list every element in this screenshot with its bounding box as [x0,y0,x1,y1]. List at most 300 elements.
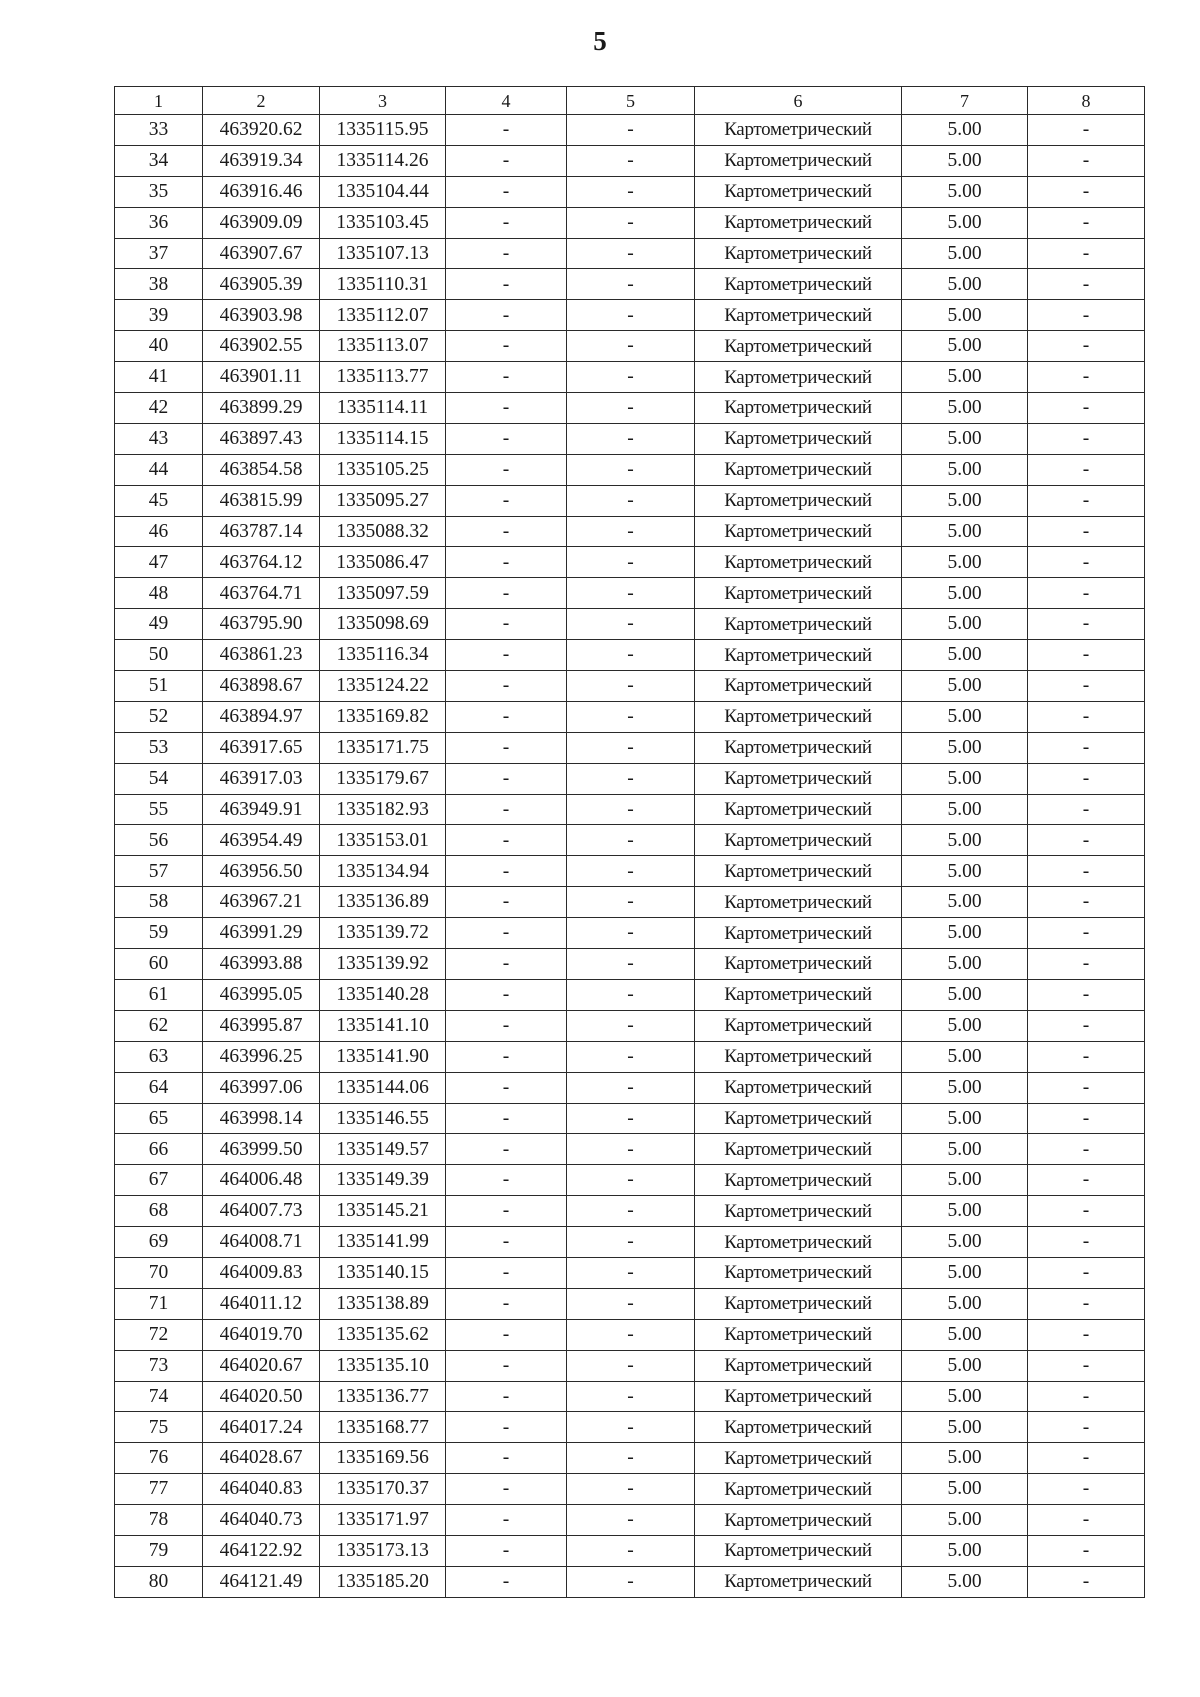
accuracy-cell: 5.00 [902,362,1028,393]
col4-cell: - [446,1165,567,1196]
col4-cell: - [446,207,567,238]
accuracy-cell: 5.00 [902,701,1028,732]
x-coordinate-cell: 463897.43 [203,423,320,454]
point-number-cell: 77 [115,1474,203,1505]
col8-cell: - [1028,1165,1145,1196]
x-coordinate-cell: 463998.14 [203,1103,320,1134]
col8-cell: - [1028,979,1145,1010]
point-number-cell: 38 [115,269,203,300]
y-coordinate-cell: 1335136.77 [320,1381,446,1412]
col4-cell: - [446,671,567,702]
coordinates-table [114,86,1145,1598]
method-cell: Картометрический [695,176,902,207]
accuracy-cell: 5.00 [902,609,1028,640]
table-row [115,609,1145,640]
y-coordinate-cell: 1335179.67 [320,763,446,794]
accuracy-cell: 5.00 [902,1412,1028,1443]
table-row [115,1319,1145,1350]
x-coordinate-cell: 464040.83 [203,1474,320,1505]
y-coordinate-cell: 1335115.95 [320,115,446,146]
point-number-cell: 69 [115,1227,203,1258]
col4-cell: - [446,1041,567,1072]
col8-cell: - [1028,1010,1145,1041]
point-number-cell: 72 [115,1319,203,1350]
col4-cell: - [446,732,567,763]
method-cell: Картометрический [695,1381,902,1412]
col4-cell: - [446,269,567,300]
method-cell: Картометрический [695,1566,902,1597]
x-coordinate-cell: 463956.50 [203,856,320,887]
table-row [115,794,1145,825]
accuracy-cell: 5.00 [902,1103,1028,1134]
accuracy-cell: 5.00 [902,1041,1028,1072]
y-coordinate-cell: 1335149.39 [320,1165,446,1196]
col5-cell: - [567,300,695,331]
x-coordinate-cell: 463995.05 [203,979,320,1010]
col5-cell: - [567,1319,695,1350]
accuracy-cell: 5.00 [902,979,1028,1010]
col4-cell: - [446,1566,567,1597]
point-number-cell: 58 [115,887,203,918]
method-cell: Картометрический [695,207,902,238]
col8-cell: - [1028,671,1145,702]
col5-cell: - [567,362,695,393]
table-row [115,362,1145,393]
point-number-cell: 50 [115,640,203,671]
header-cell: 2 [203,87,320,115]
y-coordinate-cell: 1335105.25 [320,454,446,485]
table-row [115,238,1145,269]
x-coordinate-cell: 464006.48 [203,1165,320,1196]
col8-cell: - [1028,176,1145,207]
col8-cell: - [1028,794,1145,825]
y-coordinate-cell: 1335170.37 [320,1474,446,1505]
method-cell: Картометрический [695,516,902,547]
col4-cell: - [446,918,567,949]
y-coordinate-cell: 1335098.69 [320,609,446,640]
col4-cell: - [446,1196,567,1227]
header-cell: 3 [320,87,446,115]
accuracy-cell: 5.00 [902,269,1028,300]
accuracy-cell: 5.00 [902,1134,1028,1165]
col8-cell: - [1028,763,1145,794]
y-coordinate-cell: 1335097.59 [320,578,446,609]
table-header-row [115,87,1145,115]
accuracy-cell: 5.00 [902,856,1028,887]
x-coordinate-cell: 463995.87 [203,1010,320,1041]
col8-cell: - [1028,423,1145,454]
col4-cell: - [446,1474,567,1505]
col8-cell: - [1028,1474,1145,1505]
point-number-cell: 78 [115,1505,203,1536]
y-coordinate-cell: 1335088.32 [320,516,446,547]
col8-cell: - [1028,1412,1145,1443]
method-cell: Картометрический [695,949,902,980]
y-coordinate-cell: 1335114.15 [320,423,446,454]
point-number-cell: 36 [115,207,203,238]
header-cell: 1 [115,87,203,115]
method-cell: Картометрический [695,115,902,146]
accuracy-cell: 5.00 [902,1381,1028,1412]
y-coordinate-cell: 1335113.07 [320,331,446,362]
y-coordinate-cell: 1335149.57 [320,1134,446,1165]
point-number-cell: 55 [115,794,203,825]
table-row [115,701,1145,732]
x-coordinate-cell: 463949.91 [203,794,320,825]
table-row [115,1381,1145,1412]
x-coordinate-cell: 463917.65 [203,732,320,763]
accuracy-cell: 5.00 [902,1505,1028,1536]
col8-cell: - [1028,1381,1145,1412]
col4-cell: - [446,1412,567,1443]
point-number-cell: 79 [115,1535,203,1566]
col5-cell: - [567,1196,695,1227]
col8-cell: - [1028,1319,1145,1350]
x-coordinate-cell: 463903.98 [203,300,320,331]
y-coordinate-cell: 1335139.92 [320,949,446,980]
method-cell: Картометрический [695,1319,902,1350]
point-number-cell: 70 [115,1257,203,1288]
point-number-cell: 74 [115,1381,203,1412]
table-row [115,269,1145,300]
col8-cell: - [1028,485,1145,516]
col5-cell: - [567,1134,695,1165]
y-coordinate-cell: 1335138.89 [320,1288,446,1319]
table-row [115,1227,1145,1258]
accuracy-cell: 5.00 [902,145,1028,176]
y-coordinate-cell: 1335140.28 [320,979,446,1010]
x-coordinate-cell: 464007.73 [203,1196,320,1227]
col4-cell: - [446,331,567,362]
y-coordinate-cell: 1335173.13 [320,1535,446,1566]
method-cell: Картометрический [695,1412,902,1443]
accuracy-cell: 5.00 [902,516,1028,547]
point-number-cell: 37 [115,238,203,269]
table-row [115,1412,1145,1443]
method-cell: Картометрический [695,640,902,671]
col8-cell: - [1028,1227,1145,1258]
col8-cell: - [1028,547,1145,578]
method-cell: Картометрический [695,362,902,393]
col8-cell: - [1028,1072,1145,1103]
point-number-cell: 45 [115,485,203,516]
x-coordinate-cell: 463861.23 [203,640,320,671]
method-cell: Картометрический [695,1103,902,1134]
point-number-cell: 67 [115,1165,203,1196]
x-coordinate-cell: 463764.12 [203,547,320,578]
accuracy-cell: 5.00 [902,1165,1028,1196]
col4-cell: - [446,578,567,609]
point-number-cell: 75 [115,1412,203,1443]
point-number-cell: 64 [115,1072,203,1103]
col5-cell: - [567,1381,695,1412]
col8-cell: - [1028,609,1145,640]
point-number-cell: 34 [115,145,203,176]
method-cell: Картометрический [695,918,902,949]
accuracy-cell: 5.00 [902,794,1028,825]
col4-cell: - [446,1319,567,1350]
col8-cell: - [1028,1566,1145,1597]
accuracy-cell: 5.00 [902,1196,1028,1227]
col5-cell: - [567,454,695,485]
method-cell: Картометрический [695,609,902,640]
method-cell: Картометрический [695,1505,902,1536]
col4-cell: - [446,763,567,794]
col8-cell: - [1028,918,1145,949]
table-row [115,1134,1145,1165]
method-cell: Картометрический [695,671,902,702]
col4-cell: - [446,1010,567,1041]
accuracy-cell: 5.00 [902,1288,1028,1319]
table-row [115,1165,1145,1196]
col4-cell: - [446,516,567,547]
method-cell: Картометрический [695,331,902,362]
col8-cell: - [1028,1041,1145,1072]
col5-cell: - [567,701,695,732]
method-cell: Картометрический [695,1350,902,1381]
y-coordinate-cell: 1335110.31 [320,269,446,300]
col8-cell: - [1028,238,1145,269]
header-cell: 6 [695,87,902,115]
x-coordinate-cell: 463993.88 [203,949,320,980]
col8-cell: - [1028,1443,1145,1474]
accuracy-cell: 5.00 [902,671,1028,702]
y-coordinate-cell: 1335114.26 [320,145,446,176]
y-coordinate-cell: 1335141.90 [320,1041,446,1072]
header-cell: 7 [902,87,1028,115]
y-coordinate-cell: 1335171.97 [320,1505,446,1536]
method-cell: Картометрический [695,763,902,794]
table-row [115,1505,1145,1536]
accuracy-cell: 5.00 [902,1227,1028,1258]
y-coordinate-cell: 1335169.56 [320,1443,446,1474]
point-number-cell: 48 [115,578,203,609]
col5-cell: - [567,979,695,1010]
method-cell: Картометрический [695,1535,902,1566]
col5-cell: - [567,949,695,980]
method-cell: Картометрический [695,887,902,918]
y-coordinate-cell: 1335171.75 [320,732,446,763]
accuracy-cell: 5.00 [902,763,1028,794]
table-row [115,331,1145,362]
method-cell: Картометрический [695,825,902,856]
col5-cell: - [567,825,695,856]
col4-cell: - [446,609,567,640]
col5-cell: - [567,176,695,207]
table-row [115,1474,1145,1505]
accuracy-cell: 5.00 [902,547,1028,578]
col8-cell: - [1028,1257,1145,1288]
y-coordinate-cell: 1335169.82 [320,701,446,732]
table-row [115,732,1145,763]
accuracy-cell: 5.00 [902,578,1028,609]
point-number-cell: 47 [115,547,203,578]
table-row [115,1010,1145,1041]
accuracy-cell: 5.00 [902,732,1028,763]
col4-cell: - [446,145,567,176]
col4-cell: - [446,176,567,207]
accuracy-cell: 5.00 [902,949,1028,980]
col8-cell: - [1028,732,1145,763]
accuracy-cell: 5.00 [902,825,1028,856]
x-coordinate-cell: 463854.58 [203,454,320,485]
point-number-cell: 44 [115,454,203,485]
table-row [115,516,1145,547]
x-coordinate-cell: 463905.39 [203,269,320,300]
col4-cell: - [446,300,567,331]
y-coordinate-cell: 1335153.01 [320,825,446,856]
col5-cell: - [567,1257,695,1288]
x-coordinate-cell: 463899.29 [203,393,320,424]
accuracy-cell: 5.00 [902,1010,1028,1041]
y-coordinate-cell: 1335182.93 [320,794,446,825]
x-coordinate-cell: 463916.46 [203,176,320,207]
col4-cell: - [446,1288,567,1319]
accuracy-cell: 5.00 [902,238,1028,269]
point-number-cell: 80 [115,1566,203,1597]
col5-cell: - [567,207,695,238]
col4-cell: - [446,887,567,918]
table-row [115,640,1145,671]
point-number-cell: 43 [115,423,203,454]
col4-cell: - [446,547,567,578]
x-coordinate-cell: 463909.09 [203,207,320,238]
table-row [115,763,1145,794]
col8-cell: - [1028,207,1145,238]
y-coordinate-cell: 1335139.72 [320,918,446,949]
x-coordinate-cell: 464121.49 [203,1566,320,1597]
col4-cell: - [446,979,567,1010]
point-number-cell: 60 [115,949,203,980]
x-coordinate-cell: 464122.92 [203,1535,320,1566]
accuracy-cell: 5.00 [902,423,1028,454]
method-cell: Картометрический [695,547,902,578]
col8-cell: - [1028,516,1145,547]
col8-cell: - [1028,300,1145,331]
col5-cell: - [567,1412,695,1443]
col5-cell: - [567,1103,695,1134]
header-cell: 4 [446,87,567,115]
method-cell: Картометрический [695,732,902,763]
point-number-cell: 73 [115,1350,203,1381]
accuracy-cell: 5.00 [902,640,1028,671]
method-cell: Картометрический [695,979,902,1010]
x-coordinate-cell: 464040.73 [203,1505,320,1536]
col5-cell: - [567,1010,695,1041]
point-number-cell: 46 [115,516,203,547]
table-row [115,1257,1145,1288]
y-coordinate-cell: 1335112.07 [320,300,446,331]
col8-cell: - [1028,1196,1145,1227]
accuracy-cell: 5.00 [902,176,1028,207]
table-row [115,1196,1145,1227]
accuracy-cell: 5.00 [902,485,1028,516]
x-coordinate-cell: 463919.34 [203,145,320,176]
accuracy-cell: 5.00 [902,1443,1028,1474]
col4-cell: - [446,701,567,732]
table-row [115,485,1145,516]
col5-cell: - [567,145,695,176]
table-row [115,1288,1145,1319]
x-coordinate-cell: 463764.71 [203,578,320,609]
col4-cell: - [446,1350,567,1381]
col8-cell: - [1028,331,1145,362]
point-number-cell: 52 [115,701,203,732]
accuracy-cell: 5.00 [902,1319,1028,1350]
y-coordinate-cell: 1335140.15 [320,1257,446,1288]
col5-cell: - [567,1566,695,1597]
point-number-cell: 42 [115,393,203,424]
y-coordinate-cell: 1335136.89 [320,887,446,918]
accuracy-cell: 5.00 [902,300,1028,331]
x-coordinate-cell: 463815.99 [203,485,320,516]
point-number-cell: 35 [115,176,203,207]
table-row [115,1072,1145,1103]
col4-cell: - [446,393,567,424]
col5-cell: - [567,269,695,300]
point-number-cell: 68 [115,1196,203,1227]
col8-cell: - [1028,115,1145,146]
col4-cell: - [446,949,567,980]
accuracy-cell: 5.00 [902,393,1028,424]
accuracy-cell: 5.00 [902,454,1028,485]
col8-cell: - [1028,269,1145,300]
point-number-cell: 63 [115,1041,203,1072]
x-coordinate-cell: 463967.21 [203,887,320,918]
x-coordinate-cell: 463898.67 [203,671,320,702]
col4-cell: - [446,1134,567,1165]
table-row [115,145,1145,176]
y-coordinate-cell: 1335104.44 [320,176,446,207]
col4-cell: - [446,1505,567,1536]
col5-cell: - [567,794,695,825]
y-coordinate-cell: 1335114.11 [320,393,446,424]
method-cell: Картометрический [695,1257,902,1288]
y-coordinate-cell: 1335135.62 [320,1319,446,1350]
point-number-cell: 41 [115,362,203,393]
page-number: 5 [593,26,607,56]
table-row [115,1041,1145,1072]
header-cell: 8 [1028,87,1145,115]
method-cell: Картометрический [695,1227,902,1258]
col4-cell: - [446,1381,567,1412]
point-number-cell: 59 [115,918,203,949]
col8-cell: - [1028,701,1145,732]
col5-cell: - [567,856,695,887]
col4-cell: - [446,1443,567,1474]
col8-cell: - [1028,825,1145,856]
method-cell: Картометрический [695,1134,902,1165]
x-coordinate-cell: 463991.29 [203,918,320,949]
col5-cell: - [567,1165,695,1196]
method-cell: Картометрический [695,794,902,825]
y-coordinate-cell: 1335168.77 [320,1412,446,1443]
col4-cell: - [446,115,567,146]
method-cell: Картометрический [695,1010,902,1041]
table-row [115,979,1145,1010]
col5-cell: - [567,1474,695,1505]
y-coordinate-cell: 1335086.47 [320,547,446,578]
table-row [115,115,1145,146]
accuracy-cell: 5.00 [902,1535,1028,1566]
col8-cell: - [1028,1134,1145,1165]
col4-cell: - [446,362,567,393]
point-number-cell: 57 [115,856,203,887]
method-cell: Картометрический [695,578,902,609]
y-coordinate-cell: 1335141.10 [320,1010,446,1041]
point-number-cell: 40 [115,331,203,362]
point-number-cell: 61 [115,979,203,1010]
